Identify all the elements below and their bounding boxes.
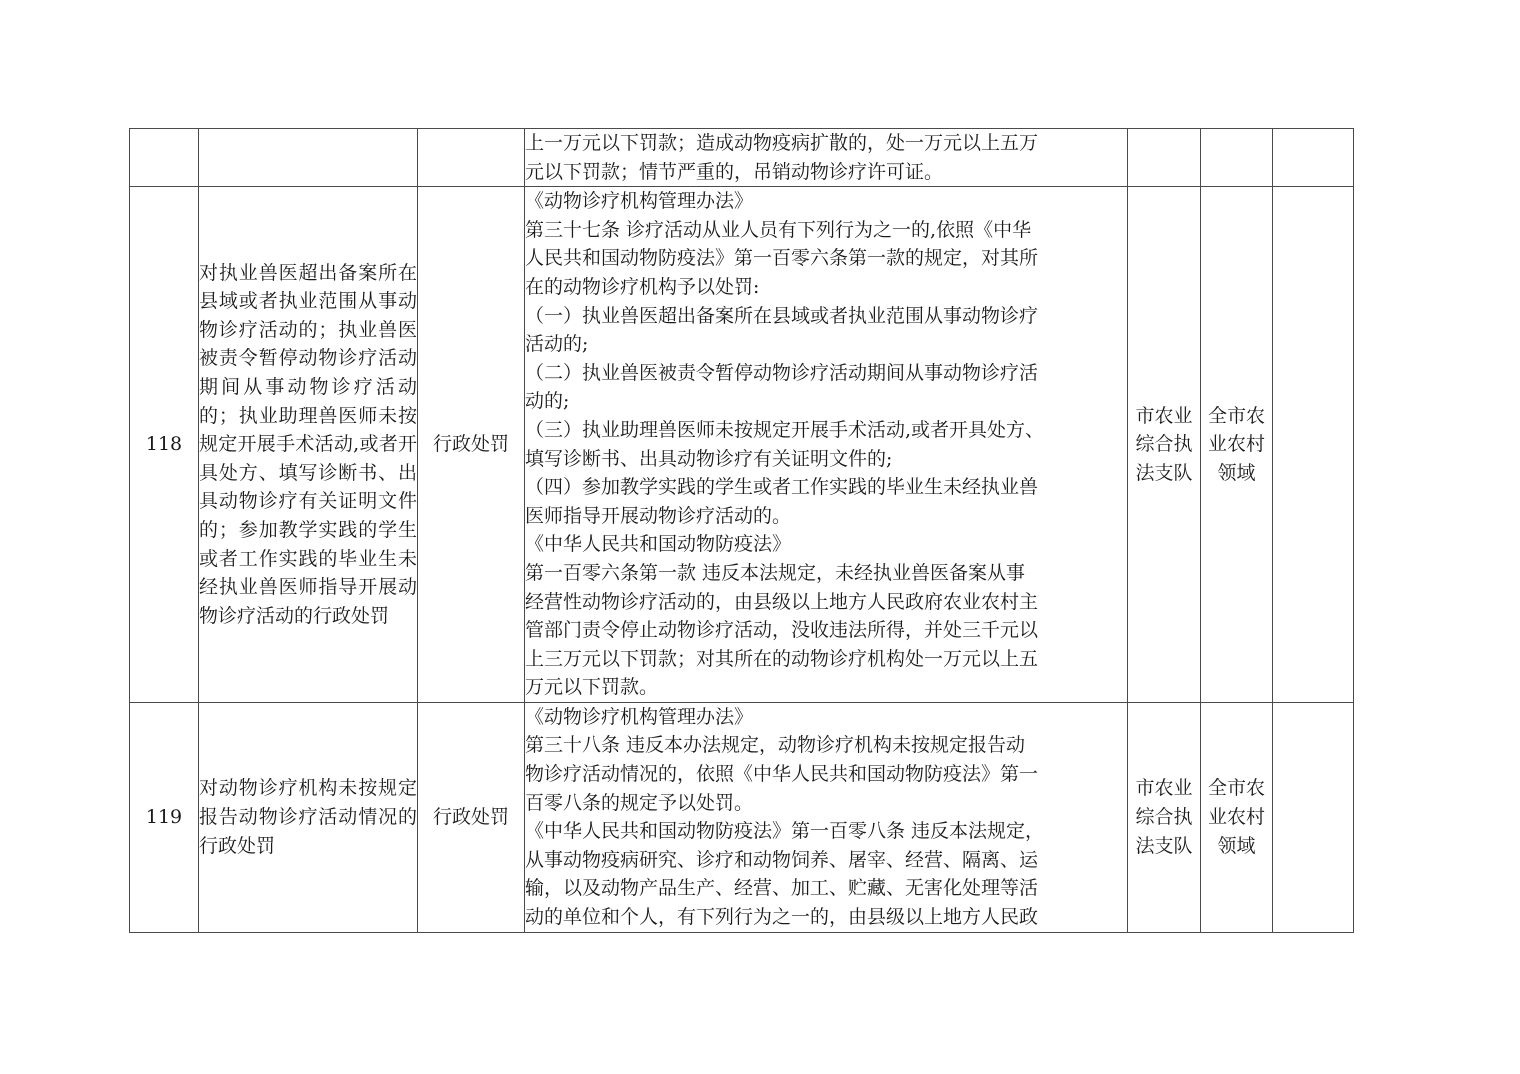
basis-line: 输，以及动物产品生产、经营、加工、贮藏、无害化处理等活 [525, 877, 1039, 900]
basis-line: 万元以下罚款。 [525, 676, 659, 699]
scope-cell [1201, 702, 1273, 932]
enforcement-dept: 市农业综合执法支队 [1135, 777, 1193, 857]
legal-basis-cell [525, 702, 1128, 932]
item-type: 行政处罚 [418, 702, 525, 932]
scope-cell [1201, 129, 1273, 187]
table-row-continuation [130, 129, 1354, 187]
enforcement-table [129, 128, 1354, 933]
basis-line: 医师指导开展动物诊疗活动的。 [525, 504, 792, 527]
legal-basis-cell [525, 129, 1128, 187]
basis-line: 经营性动物诊疗活动的，由县级以上地方人民政府农业农村主 [525, 590, 1039, 613]
scope-cell [1201, 187, 1273, 703]
basis-line: 上一万元以下罚款；造成动物疫病扩散的，处一万元以上五万 [525, 132, 1039, 154]
basis-line: 百零八条的规定予以处罚。 [525, 791, 754, 814]
basis-line: 动的; [525, 390, 570, 413]
remark-cell [1273, 702, 1354, 932]
basis-line: 元以下罚款；情节严重的，吊销动物诊疗许可证。 [525, 160, 944, 183]
row-number: 119 [130, 702, 199, 932]
basis-line: 上三万元以下罚款；对其所在的动物诊疗机构处一万元以上五 [525, 647, 1039, 670]
basis-line: （二）执业兽医被责令暂停动物诊疗活动期间从事动物诊疗活 [525, 361, 1039, 384]
basis-line: 第一百零六条第一款 违反本法规定，未经执业兽医备案从事 [525, 561, 1026, 584]
basis-line: 《动物诊疗机构管理办法》 [525, 705, 754, 728]
basis-line: 《动物诊疗机构管理办法》 [525, 190, 754, 213]
basis-line: 填写诊断书、出具动物诊疗有关证明文件的; [525, 447, 893, 470]
item-name: 对执业兽医超出备案所在县域或者执业范围从事动物诊疗活动的；执业兽医被责令暂停动物诊疗活动期间从事动物诊疗活动的；执业助理兽医师未按规定开展手术活动,或者开具处方、填写诊断书、出具动物诊疗有关证明文件的；参加教学实践的学生或者工作实践的毕业生未经执业兽医师指导开展动物诊疗活动的行政处罚 [199, 187, 418, 703]
basis-line: 《中华人民共和国动物防疫法》 [525, 533, 792, 556]
remark-cell [1273, 187, 1354, 703]
remark-cell [1273, 129, 1354, 187]
legal-basis-cell [525, 187, 1128, 703]
basis-line: 第三十八条 违反本办法规定，动物诊疗机构未按规定报告动 [525, 734, 1026, 757]
item-type: 行政处罚 [418, 187, 525, 703]
dept-cell [1128, 702, 1201, 932]
basis-line: （三）执业助理兽医师未按规定开展手术活动,或者开具处方、 [525, 418, 1045, 441]
basis-line: （一）执业兽医超出备案所在县域或者执业范围从事动物诊疗 [525, 304, 1039, 327]
enforcement-scope: 全市农业农村领域 [1207, 777, 1265, 857]
table-row-118 [130, 187, 1354, 703]
basis-line: 《中华人民共和国动物防疫法》第一百零八条 违反本法规定， [525, 820, 1045, 843]
dept-cell [1128, 187, 1201, 703]
item-name: 对动物诊疗机构未按规定报告动物诊疗活动情况的行政处罚 [199, 702, 418, 932]
row-number: 118 [130, 187, 199, 703]
item-cell [199, 129, 418, 187]
basis-line: 人民共和国动物防疫法》第一百零六条第一款的规定，对其所 [525, 247, 1039, 270]
basis-line: 第三十七条 诊疗活动从业人员有下列行为之一的,依照《中华 [525, 218, 1032, 241]
table-row-119 [130, 702, 1354, 932]
basis-line: 活动的; [525, 333, 589, 356]
dept-cell [1128, 129, 1201, 187]
basis-line: （四）参加教学实践的学生或者工作实践的毕业生未经执业兽 [525, 476, 1039, 499]
row-number-cell [130, 129, 199, 187]
basis-line: 管部门责令停止动物诊疗活动，没收违法所得，并处三千元以 [525, 619, 1039, 642]
enforcement-dept: 市农业综合执法支队 [1135, 404, 1193, 484]
basis-line: 从事动物疫病研究、诊疗和动物饲养、屠宰、经营、隔离、运 [525, 848, 1039, 871]
basis-line: 在的动物诊疗机构予以处罚: [525, 275, 760, 298]
enforcement-scope: 全市农业农村领域 [1207, 404, 1265, 484]
basis-line: 动的单位和个人，有下列行为之一的，由县级以上地方人民政 [525, 906, 1039, 929]
basis-line: 物诊疗活动情况的，依照《中华人民共和国动物防疫法》第一 [525, 763, 1039, 786]
type-cell [418, 129, 525, 187]
